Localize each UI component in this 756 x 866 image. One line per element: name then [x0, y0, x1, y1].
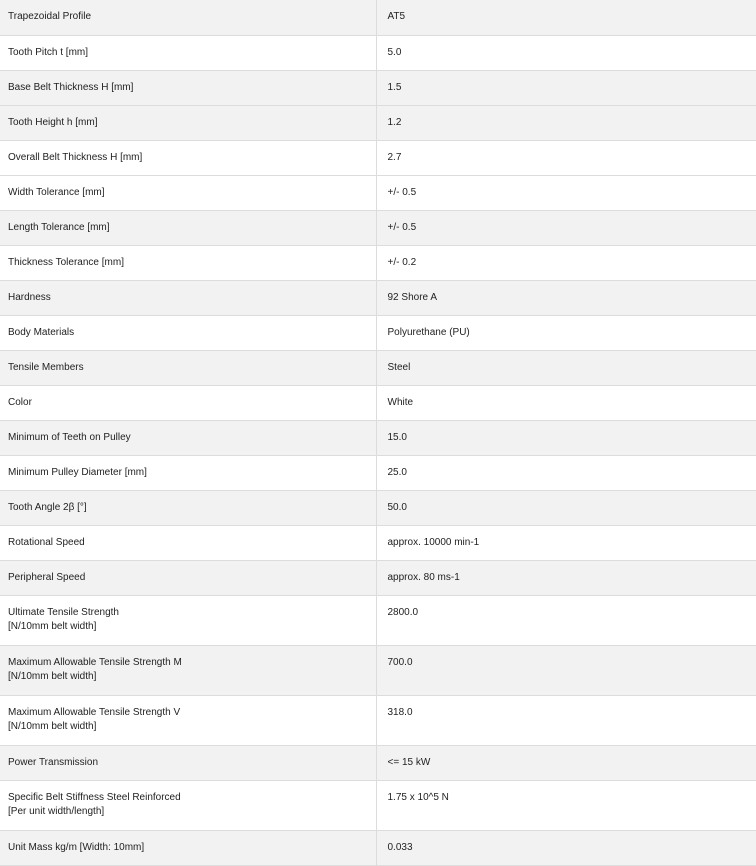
spec-label [0, 560, 376, 595]
spec-label-unit: [Per unit width/length] [8, 805, 105, 817]
spec-label [0, 595, 376, 645]
spec-value: 15.0 [376, 420, 756, 455]
spec-label-text: Tooth Angle 2β [°] [8, 501, 87, 513]
spec-label [0, 420, 376, 455]
spec-label-text: Hardness [8, 291, 51, 303]
table-row [0, 385, 756, 420]
table-row [0, 490, 756, 525]
spec-label [0, 645, 376, 695]
spec-label-text: Tensile Members [8, 361, 84, 373]
spec-label-unit: [N/10mm belt width] [8, 620, 97, 632]
table-row [0, 645, 756, 695]
table-row [0, 280, 756, 315]
spec-value: 50.0 [376, 490, 756, 525]
table-row [0, 780, 756, 830]
spec-label-text: Power Transmission [8, 756, 99, 768]
table-row [0, 350, 756, 385]
spec-value: AT5 [376, 0, 756, 35]
spec-value: <= 15 kW [376, 745, 756, 780]
spec-value: approx. 10000 min-1 [376, 525, 756, 560]
table-row [0, 745, 756, 780]
spec-value: 25.0 [376, 455, 756, 490]
spec-label-text: Ultimate Tensile Strength [8, 606, 119, 618]
table-row [0, 70, 756, 105]
table-row [0, 560, 756, 595]
spec-label-text: Peripheral Speed [8, 571, 86, 583]
spec-label [0, 745, 376, 780]
table-row [0, 0, 756, 35]
spec-label-text: Base Belt Thickness H [mm] [8, 81, 134, 93]
spec-label [0, 245, 376, 280]
spec-value: 5.0 [376, 35, 756, 70]
table-row [0, 315, 756, 350]
spec-label [0, 830, 376, 865]
spec-label [0, 210, 376, 245]
table-row [0, 210, 756, 245]
spec-label [0, 105, 376, 140]
spec-label-text: Minimum Pulley Diameter [mm] [8, 466, 147, 478]
table-row [0, 695, 756, 745]
table-row [0, 140, 756, 175]
spec-label-text: Specific Belt Stiffness Steel Reinforced [8, 791, 181, 803]
spec-value: 700.0 [376, 645, 756, 695]
spec-label [0, 70, 376, 105]
spec-value: +/- 0.2 [376, 245, 756, 280]
spec-label [0, 0, 376, 35]
table-row [0, 525, 756, 560]
spec-value: White [376, 385, 756, 420]
spec-label [0, 525, 376, 560]
spec-label-text: Overall Belt Thickness H [mm] [8, 151, 143, 163]
table-row [0, 830, 756, 865]
table-row [0, 175, 756, 210]
spec-label-text: Maximum Allowable Tensile Strength M [8, 656, 182, 668]
spec-value: Steel [376, 350, 756, 385]
spec-label [0, 780, 376, 830]
spec-label-text: Thickness Tolerance [mm] [8, 256, 124, 268]
table-row [0, 105, 756, 140]
spec-label [0, 385, 376, 420]
spec-label-unit: [N/10mm belt width] [8, 670, 97, 682]
spec-label [0, 490, 376, 525]
spec-label [0, 35, 376, 70]
spec-label-text: Width Tolerance [mm] [8, 186, 105, 198]
spec-value: +/- 0.5 [376, 210, 756, 245]
spec-label-text: Tooth Height h [mm] [8, 116, 98, 128]
spec-value: 1.2 [376, 105, 756, 140]
spec-value: 1.75 x 10^5 N [376, 780, 756, 830]
spec-value: 2800.0 [376, 595, 756, 645]
spec-label-unit: [N/10mm belt width] [8, 720, 97, 732]
spec-label-text: Trapezoidal Profile [8, 11, 92, 23]
spec-label-text: Minimum of Teeth on Pulley [8, 431, 131, 443]
spec-label [0, 315, 376, 350]
table-row [0, 35, 756, 70]
spec-label-text: Length Tolerance [mm] [8, 221, 110, 233]
spec-label-text: Color [8, 396, 32, 408]
spec-label-text: Maximum Allowable Tensile Strength V [8, 706, 181, 718]
spec-label [0, 350, 376, 385]
spec-label-text: Unit Mass kg/m [Width: 10mm] [8, 841, 145, 853]
spec-label [0, 280, 376, 315]
spec-value: Polyurethane (PU) [376, 315, 756, 350]
spec-label [0, 695, 376, 745]
spec-value: +/- 0.5 [376, 175, 756, 210]
spec-value: 0.033 [376, 830, 756, 865]
spec-value: approx. 80 ms-1 [376, 560, 756, 595]
spec-value: 92 Shore A [376, 280, 756, 315]
table-row [0, 595, 756, 645]
spec-label [0, 455, 376, 490]
spec-value: 318.0 [376, 695, 756, 745]
table-row [0, 420, 756, 455]
spec-label [0, 175, 376, 210]
table-row [0, 455, 756, 490]
spec-value: 2.7 [376, 140, 756, 175]
spec-label [0, 140, 376, 175]
table-row [0, 245, 756, 280]
spec-label-text: Body Materials [8, 326, 75, 338]
spec-label-text: Tooth Pitch t [mm] [8, 46, 89, 58]
spec-label-text: Rotational Speed [8, 536, 85, 548]
spec-value: 1.5 [376, 70, 756, 105]
